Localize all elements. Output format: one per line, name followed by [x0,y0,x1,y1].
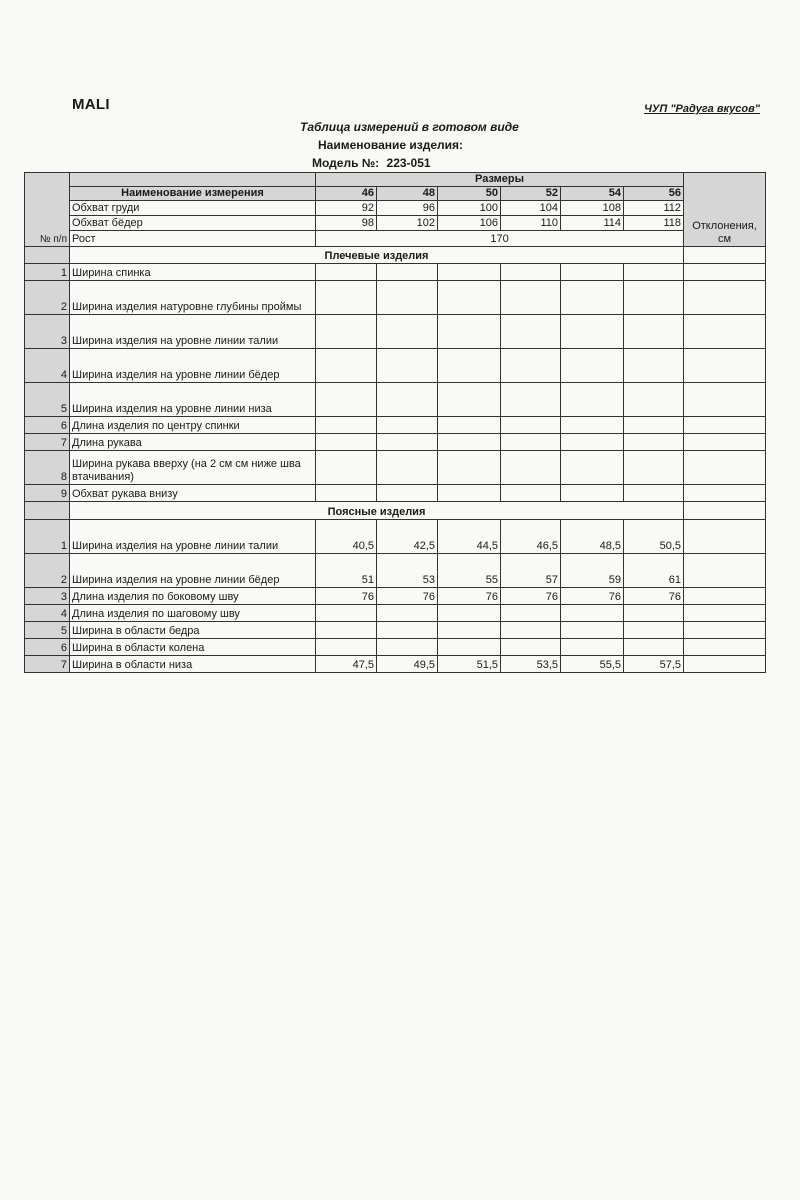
row-number: 5 [25,383,70,417]
row-number: 3 [25,588,70,605]
measurement-value [316,622,377,639]
measurement-value [316,451,377,485]
measurement-value [438,451,501,485]
base-value: 96 [377,201,438,216]
base-value: 110 [501,216,561,231]
deviation-cell [684,656,766,673]
header-row-sizes [25,173,766,187]
measurement-row [25,639,766,656]
measurement-value [501,281,561,315]
measurement-label: Ширина изделия натуровне глубины проймы [70,281,316,315]
measurement-value [377,417,438,434]
measurement-value: 53,5 [501,656,561,673]
measurement-name-header: Наименование измерения [70,187,316,201]
measurement-value [438,349,501,383]
section-header-row [25,247,766,264]
measurement-value [438,605,501,622]
section-title: Плечевые изделия [70,247,684,264]
base-value: 102 [377,216,438,231]
measurement-value [624,281,684,315]
measurement-row [25,605,766,622]
size-52: 52 [501,187,561,201]
deviation-header: Отклонения, см [684,173,766,247]
row-number-header: № п/п [25,173,70,247]
measurement-label: Длина изделия по боковому шву [70,588,316,605]
measurement-value: 76 [316,588,377,605]
measurement-value [316,485,377,502]
measurement-label: Длина изделия по центру спинки [70,417,316,434]
measurement-label: Ширина в области низа [70,656,316,673]
measurement-value [561,315,624,349]
height-label: Рост [70,231,316,247]
measurement-value: 51,5 [438,656,501,673]
measurement-value [561,264,624,281]
measurement-value [316,639,377,656]
base-label: Обхват бёдер [70,216,316,231]
row-number: 2 [25,281,70,315]
measurement-value [561,417,624,434]
height-value: 170 [316,231,684,247]
measurement-value [561,605,624,622]
measurement-value: 48,5 [561,520,624,554]
base-value: 112 [624,201,684,216]
measurement-value [561,434,624,451]
measurement-value: 50,5 [624,520,684,554]
measurement-value [377,605,438,622]
measurement-value: 55 [438,554,501,588]
deviation-cell [684,520,766,554]
measurement-row [25,383,766,417]
measurement-label: Ширина в области бедра [70,622,316,639]
brand-name: MALI [72,96,110,113]
deviation-cell [684,383,766,417]
measurement-label: Обхват рукава внизу [70,485,316,502]
measurement-value [561,349,624,383]
product-name-label: Наименование изделия: [318,138,464,152]
row-number: 6 [25,639,70,656]
base-value: 106 [438,216,501,231]
size-56: 56 [624,187,684,201]
measurement-value [377,622,438,639]
document-title: Таблица измерений в готовом виде [300,120,519,134]
measurement-value: 51 [316,554,377,588]
measurement-label: Ширина изделия на уровне линии талии [70,520,316,554]
measurement-row [25,656,766,673]
measurement-value: 76 [501,588,561,605]
measurement-value [438,417,501,434]
measurement-value [316,383,377,417]
measurement-value [624,264,684,281]
deviation-cell [684,315,766,349]
sizes-header: Размеры [316,173,684,187]
measurement-row [25,281,766,315]
base-value: 118 [624,216,684,231]
deviation-cell [684,554,766,588]
base-value: 104 [501,201,561,216]
measurement-value [438,434,501,451]
measurement-value [561,622,624,639]
measurement-value [438,485,501,502]
measurement-value [624,417,684,434]
row-number: 8 [25,451,70,485]
deviation-cell [684,451,766,485]
header-row-size-values [25,187,766,201]
measurement-value: 76 [377,588,438,605]
deviation-cell [684,434,766,451]
size-50: 50 [438,187,501,201]
measurement-value [501,451,561,485]
section-number-cell [25,247,70,264]
row-number: 7 [25,656,70,673]
measurement-label: Ширина изделия на уровне линии бёдер [70,554,316,588]
measurement-value: 76 [624,588,684,605]
measurement-label: Ширина изделия на уровне линии низа [70,383,316,417]
measurement-value: 40,5 [316,520,377,554]
row-number: 1 [25,264,70,281]
deviation-cell [684,605,766,622]
section-number-cell [25,502,70,520]
measurement-value [377,639,438,656]
row-number: 1 [25,520,70,554]
measurement-value: 61 [624,554,684,588]
measurement-value [501,639,561,656]
measurement-row [25,554,766,588]
measurement-value: 49,5 [377,656,438,673]
measurement-value [501,485,561,502]
measurement-value [624,485,684,502]
model-value: 223-051 [386,156,431,170]
measurement-row [25,417,766,434]
deviation-cell [684,485,766,502]
base-value: 114 [561,216,624,231]
base-value: 108 [561,201,624,216]
measurement-row [25,434,766,451]
size-48: 48 [377,187,438,201]
measurement-value [501,264,561,281]
measurement-value [624,622,684,639]
measurement-value [624,315,684,349]
deviation-cell [684,281,766,315]
table-body [25,173,766,673]
base-label: Обхват груди [70,201,316,216]
measurement-value [624,605,684,622]
measurement-value [624,434,684,451]
base-value: 98 [316,216,377,231]
base-row-hips [25,216,766,231]
measurement-label: Ширина рукава вверху (на 2 см см ниже шва втачивания) [70,451,316,485]
measurement-value [377,434,438,451]
measurement-value: 57 [501,554,561,588]
measurement-value [377,349,438,383]
measurement-row [25,622,766,639]
measurement-value [624,349,684,383]
section-deviation-cell [684,247,766,264]
row-number: 2 [25,554,70,588]
size-54: 54 [561,187,624,201]
deviation-cell [684,349,766,383]
measurement-value: 47,5 [316,656,377,673]
measurement-value [501,349,561,383]
measurement-value [377,281,438,315]
measurement-value: 76 [561,588,624,605]
measurement-row [25,451,766,485]
measurement-row [25,520,766,554]
measurement-row [25,264,766,281]
measurement-value [377,451,438,485]
measurement-value: 42,5 [377,520,438,554]
measurement-value [377,315,438,349]
measurement-value [501,434,561,451]
measurement-value [501,383,561,417]
measurement-value [316,605,377,622]
deviation-cell [684,417,766,434]
base-value: 100 [438,201,501,216]
measurement-value [316,417,377,434]
name-header-top [70,173,316,187]
measurement-value [438,383,501,417]
measurement-value [438,315,501,349]
measurement-value: 55,5 [561,656,624,673]
row-number: 6 [25,417,70,434]
measurement-value [377,383,438,417]
measurement-value [316,264,377,281]
row-number: 9 [25,485,70,502]
measurement-value [501,417,561,434]
row-number: 4 [25,605,70,622]
base-value: 92 [316,201,377,216]
measurement-value [561,281,624,315]
measurement-row [25,315,766,349]
measurement-label: Ширина спинка [70,264,316,281]
row-number: 3 [25,315,70,349]
measurement-label: Ширина изделия на уровне линии талии [70,315,316,349]
measurement-value: 44,5 [438,520,501,554]
row-number: 4 [25,349,70,383]
measurement-value: 59 [561,554,624,588]
measurement-value [561,451,624,485]
measurement-value [377,485,438,502]
measurement-value [316,281,377,315]
measurement-value [438,264,501,281]
measurement-value [316,315,377,349]
measurement-value [377,264,438,281]
measurement-label: Длина рукава [70,434,316,451]
measurement-value [316,434,377,451]
base-row-chest [25,201,766,216]
measurement-value [316,349,377,383]
measurement-value [438,622,501,639]
measurement-value: 46,5 [501,520,561,554]
deviation-cell [684,639,766,656]
measurement-value: 53 [377,554,438,588]
measurement-value [501,622,561,639]
height-row [25,231,766,247]
measurement-value: 76 [438,588,501,605]
measurement-value: 57,5 [624,656,684,673]
measurement-row [25,349,766,383]
measurement-label: Ширина изделия на уровне линии бёдер [70,349,316,383]
section-deviation-cell [684,502,766,520]
measurement-value [624,639,684,656]
measurement-row [25,588,766,605]
deviation-cell [684,622,766,639]
row-number: 7 [25,434,70,451]
measurement-value [438,639,501,656]
measurement-value [624,451,684,485]
measurement-value [501,315,561,349]
deviation-cell [684,588,766,605]
deviation-cell [684,264,766,281]
measurement-value [438,281,501,315]
size-46: 46 [316,187,377,201]
measurement-value [561,485,624,502]
measurement-value [624,383,684,417]
measurement-table [24,172,766,673]
model-line [312,156,431,170]
model-label: Модель №: [312,156,380,170]
measurement-value [501,605,561,622]
measurement-label: Длина изделия по шаговому шву [70,605,316,622]
section-header-row [25,502,766,520]
row-number: 5 [25,622,70,639]
company-name: ЧУП "Радуга вкусов" [644,103,760,115]
measurement-value [561,639,624,656]
measurement-value [561,383,624,417]
section-title: Поясные изделия [70,502,684,520]
measurement-row [25,485,766,502]
measurement-label: Ширина в области колена [70,639,316,656]
